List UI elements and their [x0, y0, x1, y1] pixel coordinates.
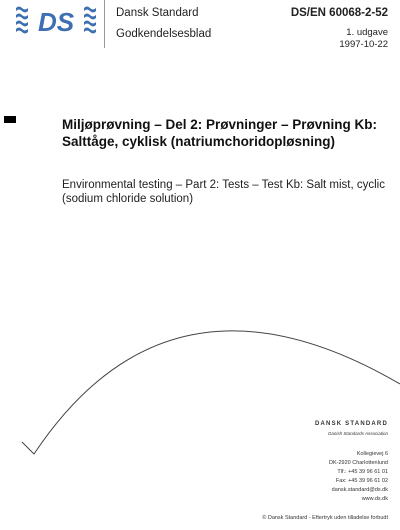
document-type: Godkendelsesblad	[116, 28, 212, 40]
address-line-1: Kollegievej 6	[356, 451, 388, 457]
title-english: Environmental testing – Part 2: Tests – Test Kb: Salt mist, cyclic (sodium chloride solution)	[62, 179, 385, 205]
title-danish: Miljøprøvning – Del 2: Prøvninger – Prøvning Kb: Salttåge, cyklisk (natriumchoridopløsning)	[62, 117, 378, 149]
fax: Fax: +45 39 96 61 02	[335, 478, 388, 484]
publisher-block	[315, 420, 388, 504]
publisher-block-subtitle: Danish Standards Association	[328, 431, 388, 436]
phone: Tlf.: +45 39 96 61 01	[337, 469, 388, 475]
website: www.ds.dk	[361, 496, 388, 502]
address-line-2: DK-2920 Charlottenlund	[328, 460, 388, 466]
publisher-block-name: DANSK STANDARD	[314, 421, 388, 427]
publisher-name: Dansk Standard	[116, 7, 199, 19]
date: 1997-10-22	[339, 39, 388, 50]
edition: 1. udgave	[346, 27, 388, 38]
svg-text:DS: DS	[37, 7, 75, 37]
copyright-notice: © Dansk Standard - Eftertryk uden tilladelse forbudt	[262, 515, 388, 521]
email: dansk.standard@ds.dk	[331, 487, 388, 493]
standard-number: DS/EN 60068-2-52	[290, 7, 388, 19]
